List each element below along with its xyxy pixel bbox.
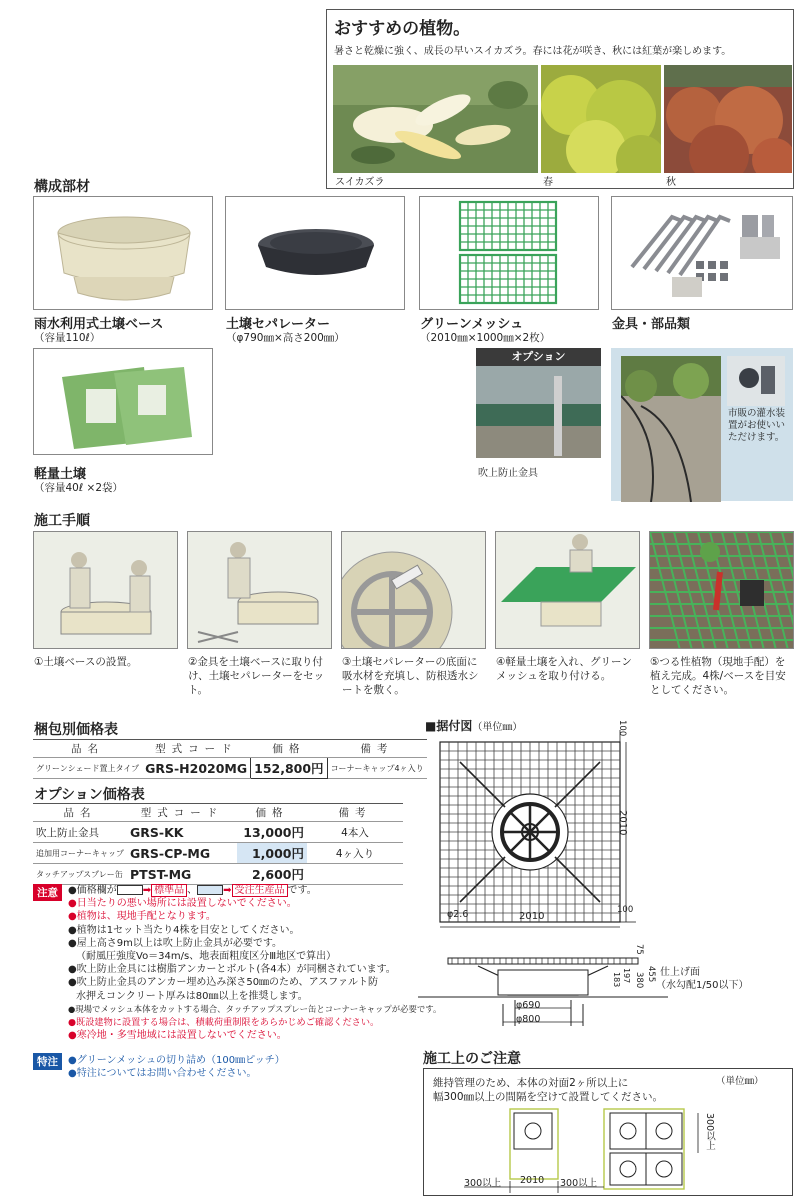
note-item: ●吹上防止金具のアンカー埋め込み深さ50㎜のため、アスファルト防 — [68, 977, 379, 989]
legend-order: 受注生産品 — [232, 884, 288, 897]
step5-image — [649, 531, 794, 649]
note-item: ●屋上高さ9m以上は吹上防止金具が必要です。 — [68, 937, 283, 949]
soil-separator-name: 土壌セパレーター — [226, 317, 331, 332]
option-note — [307, 864, 403, 885]
option-name: タッチアップスプレー缶 — [33, 864, 127, 885]
col-code: 型式コード — [142, 740, 251, 758]
notes-label: 注意 — [33, 884, 62, 901]
caution-heading: 施工上のご注意 — [423, 1051, 521, 1067]
caution-dim-right: 300以上 — [560, 1178, 598, 1189]
side-dim-380: 380 — [634, 972, 644, 989]
col-name: 品名 — [33, 804, 127, 822]
option-price: 13,000円 — [237, 822, 307, 843]
note-item: ●既設建物に設置する場合は、積載荷重制限をあらかじめご確認ください。 — [68, 1017, 380, 1029]
note-item: ●吹上防止金具には樹脂アンカーとボルト(各4本）が同梱されています。 — [68, 964, 396, 976]
side-dim-183: 183 — [612, 972, 621, 988]
slope-note: （水勾配1/50以下） — [656, 980, 749, 991]
note-item: ●植物は1セット当たり4株を目安としてください。 — [68, 924, 300, 936]
caution-text1: 維持管理のため、本体の対面2ヶ所以上に — [433, 1077, 629, 1089]
notes-legend: ●価格欄が ➡ 標準品 、 ➡ 受注生産品 です。 — [68, 885, 317, 896]
option-table-heading: オプション価格表 — [34, 787, 145, 803]
lightweight-soil-image — [33, 348, 213, 455]
price-table-header — [33, 740, 427, 758]
step3-image — [341, 531, 486, 649]
step4-text: ④軽量土壌を入れ、グリーンメッシュを取り付ける。 — [496, 656, 632, 682]
dim-top: 100 — [617, 720, 627, 737]
col-name: 品名 — [33, 740, 142, 758]
step2-text: ②金具を土壌ベースに取り付け、土壌セパレーターをセット。 — [188, 656, 325, 696]
table-row — [33, 758, 427, 779]
special-list — [68, 1054, 285, 1080]
standard-swatch — [117, 885, 143, 895]
legend-standard: 標準品 — [151, 884, 187, 897]
option-price-table — [33, 803, 403, 885]
green-mesh-image — [419, 196, 599, 310]
soil-base-image — [33, 196, 213, 310]
irrigation-note: 市販の灌水装置がお使いいただけます。 — [728, 408, 786, 443]
finish-note: 仕上げ面 — [660, 967, 700, 978]
procedure-heading: 施工手順 — [34, 513, 90, 529]
option-name: 吹上防止金具 — [33, 822, 127, 843]
option-note: 4本入 — [307, 822, 403, 843]
step2-image — [187, 531, 332, 649]
fittings-name: 金具・部品類 — [612, 317, 691, 332]
option-code: PTST-MG — [127, 864, 237, 885]
note-item: ●植物は、現地手配となります。 — [68, 911, 216, 923]
special-item: ●グリーンメッシュの切り詰め（100㎜ピッチ） — [68, 1055, 285, 1066]
caution-text2: 幅300㎜以上の間隔を空けて設置してください。 — [433, 1091, 664, 1103]
table-row — [33, 843, 403, 864]
special-label: 特注 — [33, 1053, 62, 1070]
green-mesh-name: グリーンメッシュ — [420, 317, 524, 332]
price-table-heading: 梱包別価格表 — [34, 722, 118, 738]
step5-text: ⑤つる性植物（現地手配）を植え完成。4株/ベースを目安としてください。 — [650, 656, 786, 696]
step1-image — [33, 531, 178, 649]
product-name: グリーンシェード置上タイプ — [33, 758, 142, 779]
product-code: GRS-H2020MG — [142, 758, 251, 779]
product-price: 152,800円 — [251, 758, 327, 779]
fittings-image — [611, 196, 793, 310]
option-price: 2,600円 — [237, 864, 307, 885]
autumn-photo — [664, 65, 792, 173]
option-label: オプション — [511, 350, 566, 363]
note-item: ●寒冷地・多雪地域には設置しないでください。 — [68, 1030, 287, 1042]
drawing-unit: （単位㎜） — [472, 722, 523, 733]
autumn-caption: 秋 — [666, 177, 676, 188]
notes-list — [68, 884, 441, 1042]
option-price: 1,000円 — [237, 843, 307, 864]
dim-pipe: φ2.6 — [447, 909, 469, 920]
table-row — [33, 864, 403, 885]
side-dim-197: 197 — [622, 968, 631, 984]
caution-dim-mid: 2010 — [520, 1175, 545, 1186]
caution-dim-left: 300以上 — [464, 1178, 502, 1189]
note-item: 水押えコンクリート厚みは80㎜以上を推奨します。 — [76, 990, 308, 1002]
honeysuckle-caption: スイカズラ — [335, 177, 385, 188]
components-heading: 構成部材 — [34, 179, 90, 195]
spring-photo — [541, 65, 661, 173]
lightweight-soil-name: 軽量土壌 — [34, 467, 87, 482]
option-code: GRS-KK — [127, 822, 237, 843]
note-item: ●現場でメッシュ本体をカットする場合、タッチアップスプレー缶とコーナーキャップが必要です。 — [68, 1003, 442, 1014]
plants-title: おすすめの植物。 — [334, 19, 471, 39]
special-item: ●特注についてはお問い合わせください。 — [68, 1068, 257, 1080]
price-table — [33, 739, 427, 779]
option-name: 追加用コーナーキャップ — [33, 843, 127, 864]
option-note: 4ヶ入り — [307, 843, 403, 864]
spring-caption: 春 — [543, 177, 553, 188]
dia-inner: φ690 — [516, 1000, 541, 1011]
step3-text: ③土壌セパレーターの底面に吸水材を充填し、防根透水シートを敷く。 — [342, 656, 479, 696]
soil-separator-image — [225, 196, 405, 310]
recommended-plants-box — [326, 9, 794, 189]
drawing-title: ■据付図 — [425, 719, 473, 733]
dim-corner: 100 — [617, 905, 634, 915]
col-price: 価格 — [237, 804, 307, 822]
dim-right: 2010 — [617, 810, 628, 836]
option-code: GRS-CP-MG — [127, 843, 237, 864]
col-note: 備考 — [327, 740, 427, 758]
table-row — [33, 822, 403, 843]
option-caption: 吹上防止金具 — [478, 468, 538, 479]
legend-prefix: ●価格欄が — [68, 885, 117, 896]
side-dim-75: 75 — [634, 944, 644, 955]
green-mesh-size: （2010㎜×1000㎜×2枚） — [420, 332, 551, 344]
caution-dim-vertical: 300以上 — [704, 1113, 715, 1151]
plants-description: 暑さと乾燥に強く、成長の早いスイカズラ。春には花が咲き、秋には紅葉が楽しめます。 — [334, 46, 732, 57]
soil-base-name: 雨水利用式土壌ベース — [34, 317, 164, 332]
caution-box — [423, 1068, 793, 1196]
dia-outer: φ800 — [516, 1014, 541, 1025]
product-note: コーナーキャップ4ヶ入り — [327, 758, 427, 779]
note-item: （耐風圧強度Vo＝34m/s、地表面粗度区分Ⅲ地区で算出） — [76, 951, 337, 963]
note-item: ●日当たりの悪い場所には設置しないでください。 — [68, 898, 297, 910]
option-photo — [476, 348, 601, 458]
option-table-header — [33, 804, 403, 822]
step1-text: ①土壌ベースの設置。 — [34, 656, 138, 668]
soil-separator-size: （φ790㎜×高さ200㎜） — [226, 332, 345, 344]
col-code: 型式コード — [127, 804, 237, 822]
col-price: 価格 — [251, 740, 327, 758]
soil-base-capacity: （容量110ℓ） — [34, 332, 101, 344]
caution-unit: （単位㎜） — [716, 1076, 764, 1087]
irrigation-photo-panel — [611, 348, 793, 501]
order-swatch — [197, 885, 223, 895]
step4-image — [495, 531, 640, 649]
dim-bottom: 2010 — [519, 911, 545, 922]
honeysuckle-photo — [333, 65, 538, 173]
lightweight-soil-capacity: （容量40ℓ ×2袋） — [34, 482, 124, 494]
side-dim-455: 455 — [646, 966, 656, 983]
legend-suffix: です。 — [287, 885, 317, 896]
col-note: 備考 — [307, 804, 403, 822]
